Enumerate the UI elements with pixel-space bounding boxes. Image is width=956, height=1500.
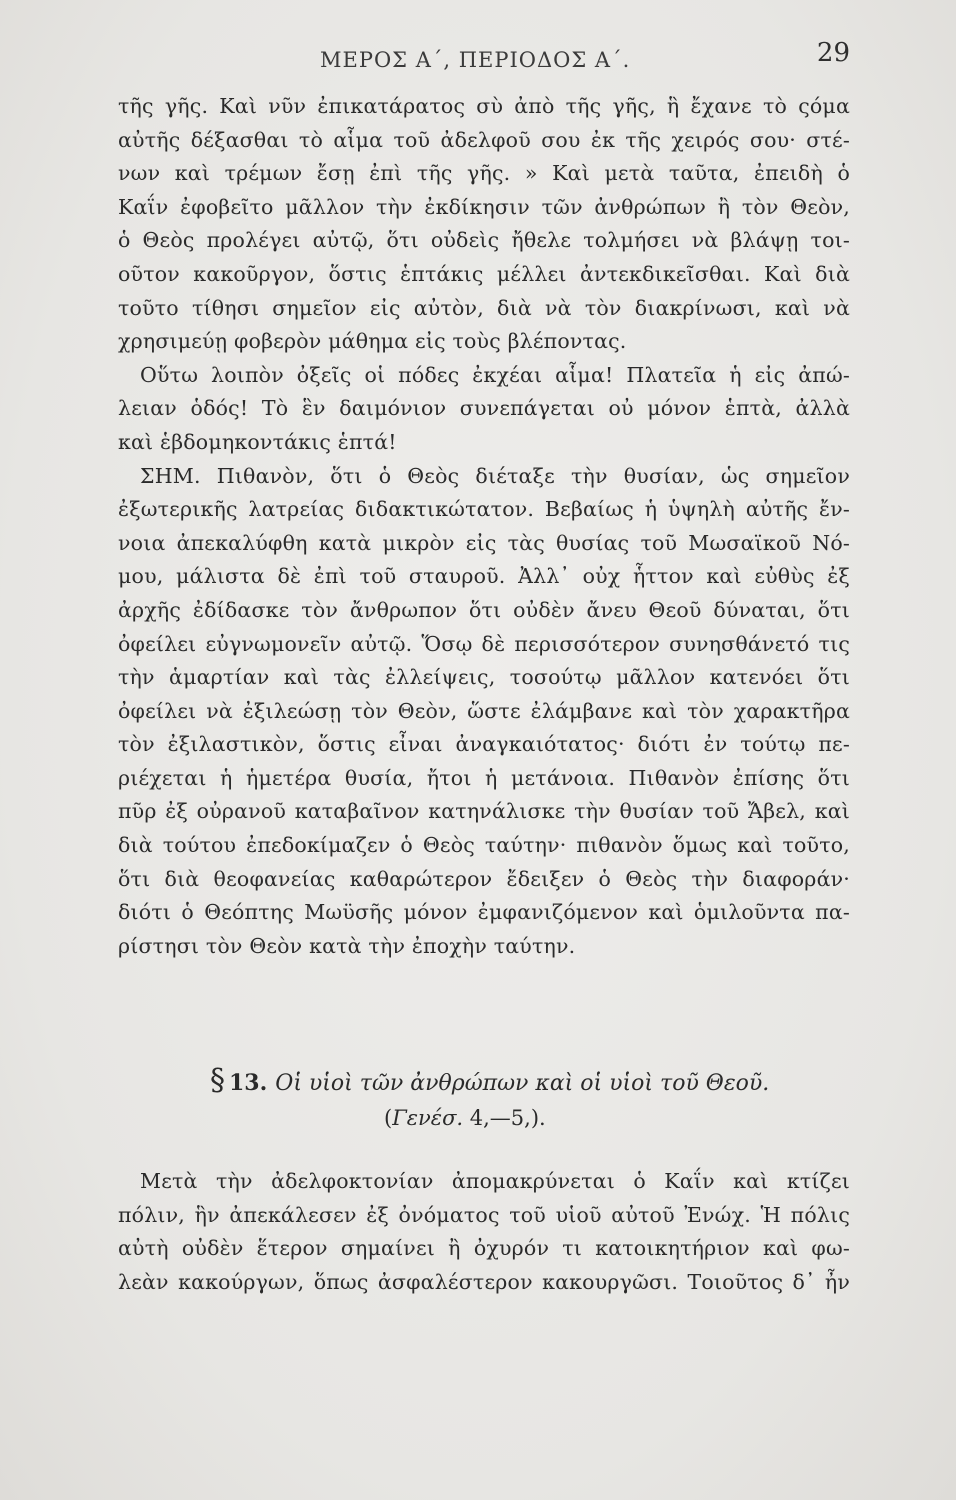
text-line: τοῦτο τίθησι σημεῖον εἰς αὐτὸν, διὰ νὰ τὸν διακρίνωσι, καὶ νὰ: [118, 295, 850, 320]
note-line: ὀφείλει εὐγνωμονεῖν αὐτῷ. Ὅσῳ δὲ περισσότερον συνησθάνετό τις: [118, 631, 850, 656]
note-line: διὰ τούτου ἐπεδοκίμαζεν ὁ Θεὸς ταύτην· πιθανὸν ὅμως καὶ τοῦτο,: [118, 833, 850, 858]
text-line: λειαν ὁδός! Τὸ ἓν δαιμόνιον συνεπάγεται οὐ μόνον ἑπτὰ, ἀλλὰ: [118, 396, 850, 421]
note-line: τὴν ἁμαρτίαν καὶ τὰς ἐλλείψεις, τοσούτῳ μᾶλλον κατενόει ὅτι: [118, 665, 850, 690]
note-line: νοια ἀπεκαλύφθη κατὰ μικρὸν εἰς τὰς θυσίας τοῦ Μωσαϊκοῦ Νό-: [118, 530, 850, 555]
note-line: ὀφείλει νὰ ἐξιλεώσῃ τὸν Θεὸν, ὥστε ἐλάμβανε καὶ τὸν χαρακτῆρα: [118, 698, 850, 723]
reference-chapters: 4,—5,).: [463, 1106, 546, 1130]
note-line: διότι ὁ Θεόπτης Μωϋσῆς μόνον ἐμφανιζόμενον καὶ ὁμιλοῦντα πα-: [118, 900, 850, 925]
text-line: Μετὰ τὴν ἀδελφοκτονίαν ἀπομακρύνεται ὁ Καΐν καὶ κτίζει: [140, 1169, 850, 1193]
text-line: οῦτον κακοῦργον, ὅστις ἑπτάκις μέλλει ἀντεκδικεῖσθαι. Καὶ διὰ: [118, 261, 850, 286]
note-line: ριέχεται ἡ ἡμετέρα θυσία, ἤτοι ἡ μετάνοια. Πιθανὸν ἐπίσης ὅτι: [118, 765, 850, 790]
section-heading: [118, 1062, 850, 1136]
text-line: αὐτῆς δέξασθαι τὸ αἷμα τοῦ ἀδελφοῦ σου ἐκ τῆς χειρός σου· στέ-: [118, 127, 850, 152]
running-head: ΜΕΡΟΣ Α΄, ΠΕΡΙΟΔΟΣ Α΄.: [320, 48, 631, 72]
note-line: ρίστησι τὸν Θεὸν κατὰ τὴν ἐποχὴν ταύτην.: [118, 933, 576, 958]
text-line: Οὕτω λοιπὸν ὀξεῖς οἱ πόδες ἐκχέαι αἷμα! Πλατεῖα ἡ εἰς ἀπώ-: [140, 362, 850, 387]
text-line: καὶ ἑβδομηκοντάκις ἑπτά!: [118, 429, 397, 454]
text-line: Καΐν ἐφοβεῖτο μᾶλλον τὴν ἐκδίκησιν τῶν ἀνθρώπων ἢ τὸν Θεὸν,: [118, 194, 850, 219]
section-title-text: Οἱ υἱοὶ τῶν ἀνθρώπων καὶ οἱ υἱοὶ τοῦ Θεοῦ.: [275, 1071, 770, 1096]
note-line: μου, μάλιστα δὲ ἐπὶ τοῦ σταυροῦ. Ἀλλ᾽ οὐχ ἧττον καὶ εὐθὺς ἐξ: [118, 564, 850, 589]
note-line: ἐξωτερικῆς λατρείας διδακτικώτατον. Βεβαίως ἡ ὑψηλὴ αὐτῆς ἔν-: [118, 497, 850, 522]
main-text: [118, 90, 850, 963]
note-line: τὸν ἐξιλαστικὸν, ὅστις εἶναι ἀναγκαιότατος· διότι ἐν τούτῳ πε-: [118, 732, 850, 757]
reference-open: (: [384, 1106, 393, 1130]
page-header: [120, 38, 850, 84]
note-line: ὅτι διὰ θεοφανείας καθαρώτερον ἔδειξεν ὁ Θεὸς τὴν διαφοράν·: [118, 866, 850, 891]
text-line: ὁ Θεὸς προλέγει αὐτῷ, ὅτι οὐδεὶς ἤθελε τολμήσει νὰ βλάψῃ τοι-: [118, 228, 850, 253]
text-line: αὐτὴ οὐδὲν ἕτερον σημαίνει ἢ ὀχυρόν τι κατοικητήριον καὶ φω-: [118, 1236, 850, 1261]
section-title: [118, 1062, 850, 1100]
scripture-reference: [118, 1100, 850, 1136]
note-line: πῦρ ἐξ οὐρανοῦ καταβαῖνον κατηνάλισκε τὴν θυσίαν τοῦ Ἄβελ, καὶ: [118, 799, 850, 824]
reference-book: Γενέσ.: [392, 1106, 464, 1130]
text-line: λεὰν κακούργων, ὅπως ἀσφαλέστερον κακουργῶσι. Τοιοῦτος δ᾽ ἦν: [118, 1269, 850, 1294]
note-line: ἀρχῆς ἐδίδασκε τὸν ἄνθρωπον ὅτι οὐδὲν ἄνευ Θεοῦ δύναται, ὅτι: [118, 597, 850, 622]
section-text: [118, 1165, 850, 1299]
section-symbol: §: [210, 1063, 225, 1098]
text-line: χρησιμεύῃ φοβερὸν μάθημα εἰς τοὺς βλέποντας.: [118, 329, 627, 354]
text-line: πόλιν, ἣν ἀπεκάλεσεν ἐξ ὀνόματος τοῦ υἱοῦ αὐτοῦ Ἐνώχ. Ἡ πόλις: [118, 1202, 850, 1227]
page-number: 29: [816, 38, 850, 68]
note-line: ΣΗΜ. Πιθανὸν, ὅτι ὁ Θεὸς διέταξε τὴν θυσίαν, ὡς σημεῖον: [140, 463, 850, 488]
text-line: νων καὶ τρέμων ἔσῃ ἐπὶ τῆς γῆς. » Καὶ μετὰ ταῦτα, ἐπειδὴ ὁ: [118, 161, 850, 186]
text-line: τῆς γῆς. Καὶ νῦν ἐπικατάρατος σὺ ἀπὸ τῆς γῆς, ἣ ἔχανε τὸ ςόμα: [118, 94, 850, 118]
section-number: 13.: [229, 1070, 268, 1096]
